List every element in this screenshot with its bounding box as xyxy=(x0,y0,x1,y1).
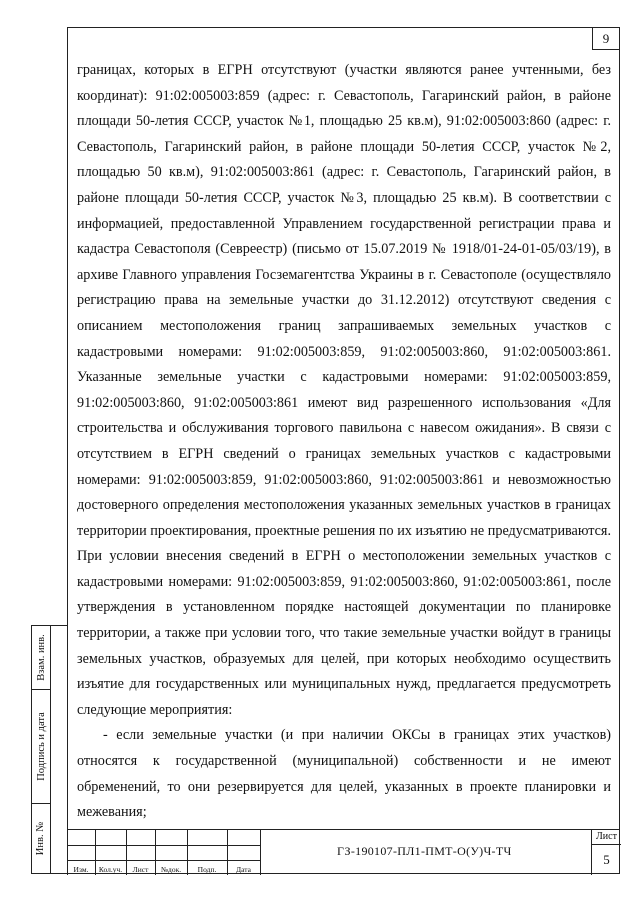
col-label-data: Дата xyxy=(236,865,251,874)
col-label-list: Лист xyxy=(132,865,149,874)
sheet-box xyxy=(591,830,620,875)
col-label-podp: Подп. xyxy=(197,865,217,874)
sidebar-cell-inv xyxy=(32,804,50,873)
page-number: 9 xyxy=(592,27,620,50)
paragraph-1: границах, которых в ЕГРН отсутствуют (участки являются ранее учтенными, без координат): 91:02:005003:859 (адрес: г. Севастополь, Гагаринский район, в районе площади 50-летия СССР, участок №1, площадью 25 кв.м), 91:02:005003:860 (адрес: г. Севастополь, Гагаринский район, в районе площади 50-летия СССР, участок №2, площадью 50 кв.м), 91:02:005003:861 (адрес: г. Севастополь, Гагаринский район, в районе площади 50-летия СССР, участок №3, площадью 25 кв.м). В соответствии с информацией, предоставленной Управлением государственной регистрации права и кадастра Севастополя (Севреестр) (письмо от 15.07.2019 № 1918/01-24-01-05/03/19), в архиве Главного управления Госземагентства Украины в г. Севастополе (осуществляло регистрацию права на земельные участки до 31.12.2012) отсутствуют сведения с описанием местоположения границ запрашиваемых земельных участков с кадастровыми номерами: 91:02:005003:859, 91:02:005003:860, 91:02:005003:861. Указанные земельные участки с кадастровыми номерами: 91:02:005003:859, 91:02:005003:860, 91:02:005003:861 имеют вид разрешенного использования «Для строительства и обслуживания торгового павильона с навесом ожидания». В связи с отсутствием в ЕГРН сведений о границах земельных участков с кадастровыми номерами: 91:02:005003:859, 91:02:005003:860, 91:02:005003:861 и невозможностью достоверного определения местоположения указанных земельных участков в границах территории проектирования, проектные решения по их изъятию не предусматриваются. При условии внесения сведений в ЕГРН о местоположении земельных участков с кадастровыми номерами: 91:02:005003:859, 91:02:005003:860, 91:02:005003:861, после утверждения в установленном порядке настоящей документации по планировке территории, а также при условии того, что такие земельные участки войдут в границы земельных участков, образуемых для целей, при которых необходимо осуществить изъятие для государственных или муниципальных нужд, предлагается предусмотреть следующие мероприятия: xyxy=(77,62,611,718)
sheet-number: 5 xyxy=(603,852,610,867)
col-label-izm: Изм. xyxy=(73,865,89,874)
paragraph-2: - если земельные участки (и при наличии ОКСы в границах этих участков) относятся к государственной (муниципальной) собственности и не имеют обременений, то они резервируется для целей, указанных в проекте планировки и межевания; xyxy=(77,727,611,821)
col-label-ndok: №док. xyxy=(160,865,182,874)
page-frame xyxy=(67,27,620,874)
sidebar-cell-vzam xyxy=(32,626,50,690)
title-block-grid xyxy=(67,830,260,875)
sidebar-inv-label: Инв. № xyxy=(35,821,47,856)
sidebar-cell-sign xyxy=(32,690,50,804)
col-label-koluch: Кол.уч. xyxy=(98,865,123,874)
body-text xyxy=(77,58,611,826)
document-code: ГЗ-190107-ПЛ1-ПМТ-О(У)Ч-ТЧ xyxy=(337,844,512,858)
title-block xyxy=(67,829,620,874)
sidebar-divider xyxy=(50,626,51,873)
sheet-label: Лист xyxy=(592,831,621,845)
sidebar-vzam-label: Взам. инв. xyxy=(35,634,47,681)
sidebar-stamp xyxy=(31,625,68,874)
sidebar-sign-label: Подпись и дата xyxy=(35,712,47,781)
